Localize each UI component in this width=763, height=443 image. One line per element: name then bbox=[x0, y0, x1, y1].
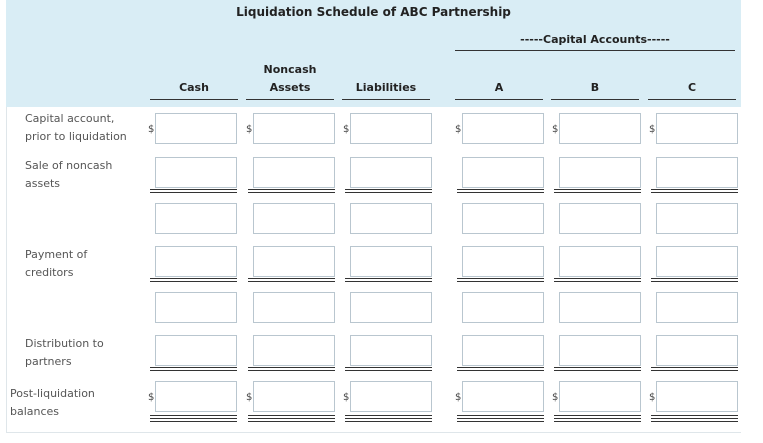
total-rule-3-cash-0 bbox=[150, 415, 237, 416]
input-capital-noncash[interactable] bbox=[253, 113, 335, 144]
dollar-sign-post-noncash: $ bbox=[246, 392, 253, 403]
total-rule-0-noncash-0 bbox=[248, 189, 335, 190]
dollar-sign-capital-liabilities: $ bbox=[343, 124, 350, 135]
total-rule-1-noncash-1 bbox=[248, 281, 335, 282]
total-rule-0-liabilities-0 bbox=[345, 189, 432, 190]
total-rule-0-a-1 bbox=[457, 192, 544, 193]
row-label-capital: prior to liquidation bbox=[25, 130, 127, 143]
total-rule-0-noncash-1 bbox=[248, 192, 335, 193]
total-rule-2-c-1 bbox=[651, 370, 738, 371]
total-rule-2-noncash-1 bbox=[248, 370, 335, 371]
total-rule-1-c-0 bbox=[651, 278, 738, 279]
dollar-sign-capital-a: $ bbox=[455, 124, 462, 135]
dollar-sign-capital-c: $ bbox=[649, 124, 656, 135]
total-rule-1-c-1 bbox=[651, 281, 738, 282]
total-rule-2-liabilities-1 bbox=[345, 370, 432, 371]
schedule-title: Liquidation Schedule of ABC Partnership bbox=[236, 5, 511, 19]
row-label-distribution: partners bbox=[25, 355, 72, 368]
input-payment-cash[interactable] bbox=[155, 246, 237, 277]
total-rule-0-a-0 bbox=[457, 189, 544, 190]
input-payment-liabilities[interactable] bbox=[350, 246, 432, 277]
total-rule-0-c-1 bbox=[651, 192, 738, 193]
total-rule-2-b-0 bbox=[554, 367, 641, 368]
input-sale_sub-a[interactable] bbox=[462, 203, 544, 234]
column-header-rule-b bbox=[551, 99, 639, 100]
column-header-rule-liabilities bbox=[342, 99, 430, 100]
column-header-cash: Cash bbox=[179, 81, 209, 94]
input-capital-liabilities[interactable] bbox=[350, 113, 432, 144]
total-rule-2-liabilities-0 bbox=[345, 367, 432, 368]
input-post-noncash[interactable] bbox=[253, 381, 335, 412]
row-label-distribution: Distribution to bbox=[25, 337, 104, 350]
total-rule-0-b-0 bbox=[554, 189, 641, 190]
total-rule-3-c-0 bbox=[651, 415, 738, 416]
input-sale-b[interactable] bbox=[559, 157, 641, 188]
input-payment-a[interactable] bbox=[462, 246, 544, 277]
total-rule-1-a-0 bbox=[457, 278, 544, 279]
total-rule-3-noncash-0 bbox=[248, 415, 335, 416]
total-rule-3-liabilities-1 bbox=[345, 418, 432, 419]
total-rule-3-noncash-2 bbox=[248, 421, 335, 422]
total-rule-1-cash-1 bbox=[150, 281, 237, 282]
total-rule-2-cash-1 bbox=[150, 370, 237, 371]
total-rule-3-cash-1 bbox=[150, 418, 237, 419]
capital-accounts-rule bbox=[455, 50, 735, 51]
input-payment_sub-a[interactable] bbox=[462, 292, 544, 323]
total-rule-0-cash-1 bbox=[150, 192, 237, 193]
row-label-post: balances bbox=[10, 405, 60, 418]
table-frame-left bbox=[6, 107, 7, 433]
input-sale_sub-liabilities[interactable] bbox=[350, 203, 432, 234]
input-capital-b[interactable] bbox=[559, 113, 641, 144]
total-rule-1-noncash-0 bbox=[248, 278, 335, 279]
input-payment_sub-c[interactable] bbox=[656, 292, 738, 323]
total-rule-3-b-2 bbox=[554, 421, 641, 422]
input-distribution-cash[interactable] bbox=[155, 335, 237, 366]
input-distribution-a[interactable] bbox=[462, 335, 544, 366]
input-sale_sub-c[interactable] bbox=[656, 203, 738, 234]
total-rule-3-cash-2 bbox=[150, 421, 237, 422]
total-rule-1-liabilities-1 bbox=[345, 281, 432, 282]
input-distribution-noncash[interactable] bbox=[253, 335, 335, 366]
dollar-sign-post-b: $ bbox=[552, 392, 559, 403]
total-rule-0-liabilities-1 bbox=[345, 192, 432, 193]
input-post-a[interactable] bbox=[462, 381, 544, 412]
column-header-noncash: Noncash bbox=[263, 63, 317, 76]
total-rule-2-noncash-0 bbox=[248, 367, 335, 368]
total-rule-3-c-2 bbox=[651, 421, 738, 422]
input-payment_sub-cash[interactable] bbox=[155, 292, 237, 323]
dollar-sign-capital-noncash: $ bbox=[246, 124, 253, 135]
row-label-sale: Sale of noncash bbox=[25, 159, 113, 172]
input-post-liabilities[interactable] bbox=[350, 381, 432, 412]
column-header-rule-a bbox=[455, 99, 543, 100]
total-rule-2-c-0 bbox=[651, 367, 738, 368]
input-capital-a[interactable] bbox=[462, 113, 544, 144]
total-rule-1-b-0 bbox=[554, 278, 641, 279]
input-sale-cash[interactable] bbox=[155, 157, 237, 188]
input-distribution-liabilities[interactable] bbox=[350, 335, 432, 366]
table-frame-bottom bbox=[6, 432, 741, 433]
dollar-sign-post-cash: $ bbox=[148, 392, 155, 403]
row-label-payment: Payment of bbox=[25, 248, 88, 261]
input-payment-noncash[interactable] bbox=[253, 246, 335, 277]
total-rule-0-c-0 bbox=[651, 189, 738, 190]
total-rule-2-b-1 bbox=[554, 370, 641, 371]
total-rule-3-liabilities-2 bbox=[345, 421, 432, 422]
input-payment_sub-b[interactable] bbox=[559, 292, 641, 323]
input-payment-c[interactable] bbox=[656, 246, 738, 277]
total-rule-3-a-1 bbox=[457, 418, 544, 419]
total-rule-3-liabilities-0 bbox=[345, 415, 432, 416]
input-post-c[interactable] bbox=[656, 381, 738, 412]
total-rule-2-cash-0 bbox=[150, 367, 237, 368]
total-rule-0-cash-0 bbox=[150, 189, 237, 190]
total-rule-1-b-1 bbox=[554, 281, 641, 282]
total-rule-3-a-2 bbox=[457, 421, 544, 422]
column-header-rule-c bbox=[648, 99, 736, 100]
input-sale-a[interactable] bbox=[462, 157, 544, 188]
total-rule-0-b-1 bbox=[554, 192, 641, 193]
row-label-payment: creditors bbox=[25, 266, 74, 279]
input-capital-cash[interactable] bbox=[155, 113, 237, 144]
input-sale_sub-cash[interactable] bbox=[155, 203, 237, 234]
input-sale_sub-noncash[interactable] bbox=[253, 203, 335, 234]
total-rule-3-noncash-1 bbox=[248, 418, 335, 419]
input-sale-c[interactable] bbox=[656, 157, 738, 188]
column-header-noncash: Assets bbox=[269, 81, 311, 94]
total-rule-1-cash-0 bbox=[150, 278, 237, 279]
total-rule-1-a-1 bbox=[457, 281, 544, 282]
column-header-liabilities: Liabilities bbox=[355, 81, 417, 94]
input-sale_sub-b[interactable] bbox=[559, 203, 641, 234]
input-post-cash[interactable] bbox=[155, 381, 237, 412]
row-label-post: Post-liquidation bbox=[10, 387, 95, 400]
dollar-sign-capital-b: $ bbox=[552, 124, 559, 135]
column-header-rule-cash bbox=[150, 99, 238, 100]
column-header-rule-noncash bbox=[246, 99, 334, 100]
input-payment-b[interactable] bbox=[559, 246, 641, 277]
total-rule-1-liabilities-0 bbox=[345, 278, 432, 279]
input-distribution-b[interactable] bbox=[559, 335, 641, 366]
dollar-sign-post-c: $ bbox=[649, 392, 656, 403]
column-header-c: C bbox=[687, 81, 697, 94]
capital-accounts-header: -----Capital Accounts----- bbox=[520, 33, 670, 46]
row-label-sale: assets bbox=[25, 177, 61, 190]
input-post-b[interactable] bbox=[559, 381, 641, 412]
input-distribution-c[interactable] bbox=[656, 335, 738, 366]
input-payment_sub-noncash[interactable] bbox=[253, 292, 335, 323]
input-payment_sub-liabilities[interactable] bbox=[350, 292, 432, 323]
total-rule-3-a-0 bbox=[457, 415, 544, 416]
row-label-capital: Capital account, bbox=[25, 112, 115, 125]
input-sale-liabilities[interactable] bbox=[350, 157, 432, 188]
total-rule-2-a-1 bbox=[457, 370, 544, 371]
total-rule-2-a-0 bbox=[457, 367, 544, 368]
dollar-sign-post-a: $ bbox=[455, 392, 462, 403]
dollar-sign-post-liabilities: $ bbox=[343, 392, 350, 403]
total-rule-3-b-1 bbox=[554, 418, 641, 419]
total-rule-3-c-1 bbox=[651, 418, 738, 419]
input-capital-c[interactable] bbox=[656, 113, 738, 144]
dollar-sign-capital-cash: $ bbox=[148, 124, 155, 135]
input-sale-noncash[interactable] bbox=[253, 157, 335, 188]
column-header-a: A bbox=[494, 81, 504, 94]
total-rule-3-b-0 bbox=[554, 415, 641, 416]
column-header-b: B bbox=[590, 81, 600, 94]
